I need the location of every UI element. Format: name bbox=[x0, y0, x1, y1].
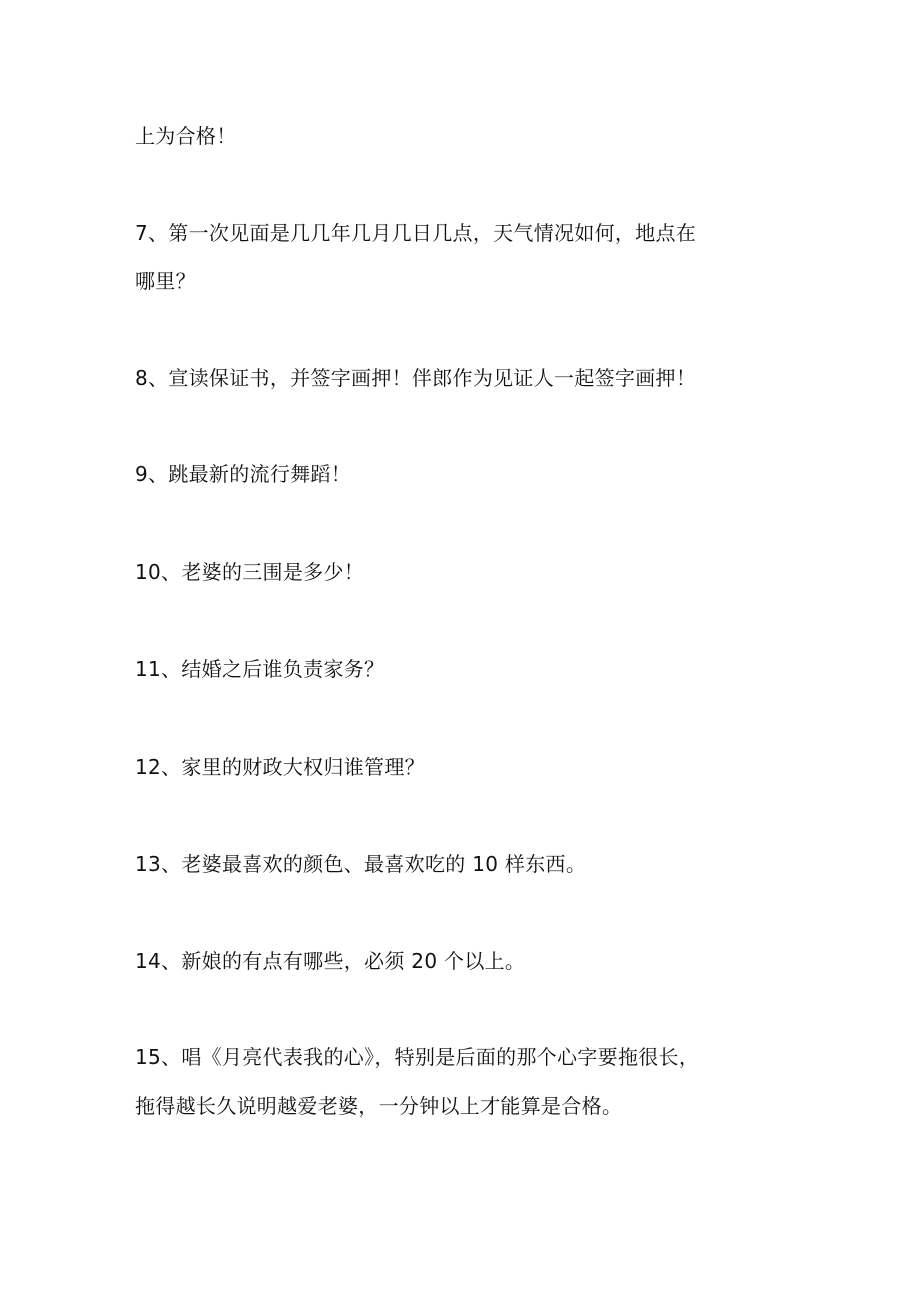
item-12: 12、家里的财政大权归谁管理？ bbox=[135, 755, 425, 779]
item-7-line-2: 哪里？ bbox=[135, 269, 196, 293]
item-14: 14、新娘的有点有哪些，必须 20 个以上。 bbox=[135, 949, 526, 973]
item-13: 13、老婆最喜欢的颜色、最喜欢吃的 10 样东西。 bbox=[135, 852, 587, 876]
text-line-continuation: 上为合格！ bbox=[135, 124, 237, 148]
item-7-line-1: 7、第一次见面是几几年几月几日几点，天气情况如何，地点在 bbox=[135, 221, 697, 245]
item-9: 9、跳最新的流行舞蹈！ bbox=[135, 462, 352, 486]
item-15-line-2: 拖得越长久说明越爱老婆，一分钟以上才能算是合格。 bbox=[135, 1094, 623, 1118]
item-10: 10、老婆的三围是多少！ bbox=[135, 560, 365, 584]
item-15-line-1: 15、唱《月亮代表我的心》，特别是后面的那个心字要拖很长， bbox=[135, 1045, 700, 1069]
item-8: 8、宣读保证书，并签字画押！伴郎作为见证人一起签字画押！ bbox=[135, 366, 697, 390]
item-11: 11、结婚之后谁负责家务？ bbox=[135, 657, 385, 681]
